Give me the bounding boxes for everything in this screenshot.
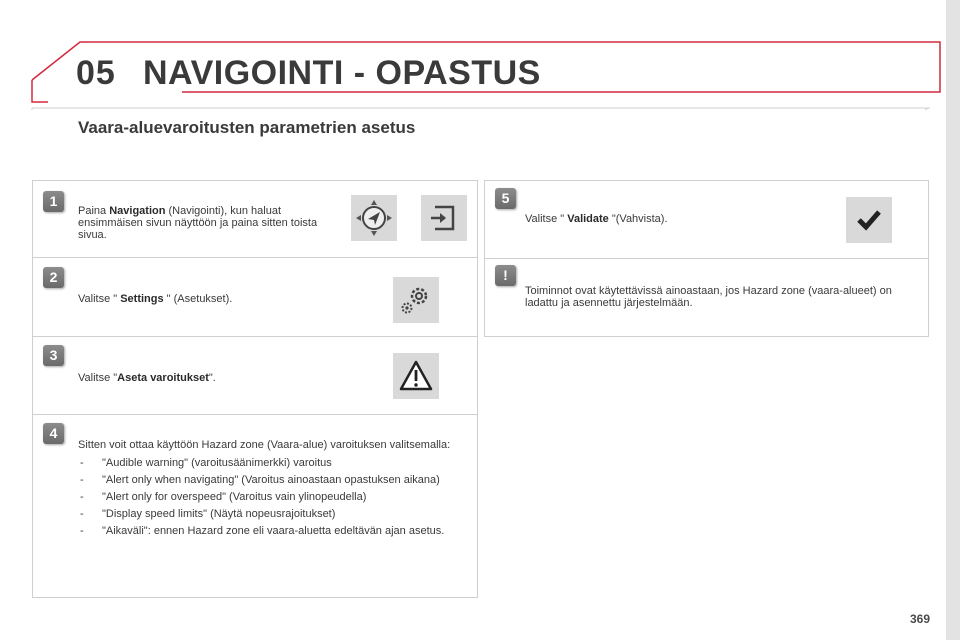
checkmark-icon bbox=[846, 197, 892, 243]
step-divider bbox=[33, 257, 477, 258]
chapter-title: NAVIGOINTI - OPASTUS bbox=[143, 54, 541, 92]
chapter-number: 05 bbox=[76, 54, 116, 92]
step-4-intro: Sitten voit ottaa käyttöön Hazard zone (Vaara-alue) varoituksen valitsemalla: bbox=[78, 439, 451, 451]
step-1-keyword: Navigation bbox=[109, 205, 166, 217]
settings-gears-icon bbox=[393, 277, 439, 323]
steps-panel-left bbox=[32, 180, 478, 598]
page-number: 369 bbox=[909, 612, 930, 626]
step-badge-1: 1 bbox=[43, 191, 64, 212]
step-3-text: Valitse "Aseta varoitukset". bbox=[78, 372, 216, 384]
step-2-text: Valitse " Settings " (Asetukset). bbox=[78, 293, 233, 305]
step-badge-2: 2 bbox=[43, 267, 64, 288]
step-3-keyword: Aseta varoitukset bbox=[117, 372, 209, 384]
list-item: - "Aikaväli": ennen Hazard zone eli vaara-aluetta edeltävän ajan asetus. bbox=[78, 525, 463, 537]
note-badge: ! bbox=[495, 265, 516, 286]
warning-triangle-icon bbox=[393, 353, 439, 399]
step-4-text bbox=[78, 439, 463, 542]
step-2-keyword: Settings bbox=[120, 293, 164, 305]
step-divider bbox=[33, 336, 477, 337]
list-item: - "Alert only when navigating" (Varoitus ainoastaan opastuksen aikana) bbox=[78, 474, 463, 486]
note-text: Toiminnot ovat käytettävissä ainoastaan, jos Hazard zone (vaara-alueet) on ladattu ja asennettu järjestelmään. bbox=[525, 285, 892, 309]
step-badge-4: 4 bbox=[43, 423, 64, 444]
note-divider bbox=[485, 258, 928, 259]
section-title: Vaara-aluevaroitusten parametrien asetus bbox=[78, 118, 416, 137]
step-badge-5: 5 bbox=[495, 188, 516, 209]
list-item: - "Audible warning" (varoitusäänimerkki) varoitus bbox=[78, 457, 463, 469]
step-divider bbox=[33, 414, 477, 415]
step-badge-3: 3 bbox=[43, 345, 64, 366]
navigation-dial-icon bbox=[351, 195, 397, 241]
step-5-text: Valitse " Validate "(Vahvista). bbox=[525, 213, 668, 225]
steps-panel-right bbox=[484, 180, 929, 337]
list-item: - "Alert only for overspeed" (Varoitus vain ylinopeudella) bbox=[78, 491, 463, 503]
warning-options-list bbox=[78, 457, 463, 537]
next-page-icon bbox=[421, 195, 467, 241]
step-5-keyword: Validate bbox=[567, 213, 609, 225]
step-1-text: Paina Navigation (Navigointi), kun haluat ensimmäisen sivun näyttöön ja paina sitten toista sivua. bbox=[78, 205, 318, 241]
list-item: - "Display speed limits" (Näytä nopeusrajoitukset) bbox=[78, 508, 463, 520]
